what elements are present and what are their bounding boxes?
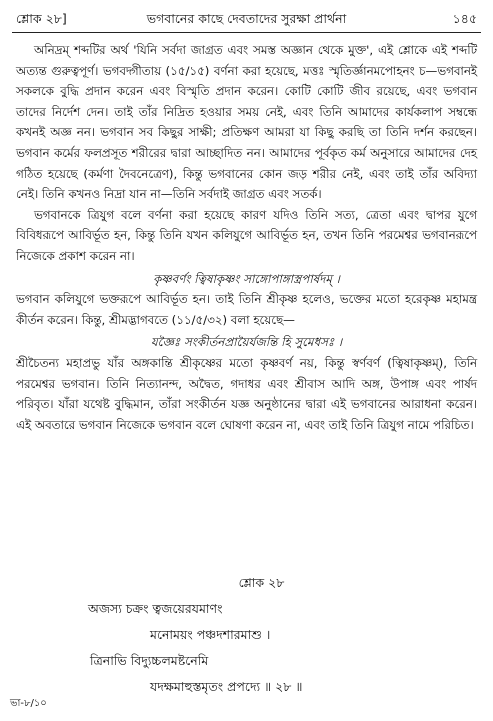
header-chapter-ref: শ্লোক ২৮] (16, 11, 67, 26)
shloka-block (0, 570, 493, 700)
shloka-line-4: যদক্ষমাহুস্তমৃতং প্রপদ্যে ॥ ২৮ ॥ (150, 679, 303, 694)
paragraph-1: অনিদ্রম্ শব্দটির অর্থ 'যিনি সর্বদা জাগ্রত এবং সমস্ত অজ্ঞান থেকে মুক্ত', এই শ্লোকে এই শব্দটি অত্যন্ত গুরুত্বপূর্ণ। ভগবদ্গীতায় (১৫/১৫) বর্ণনা করা হয়েছে, মত্তঃ স্মৃতির্জ্ঞানমপোহনং চ—ভগবানই সকলকে বুদ্ধি প্রদান করেন এবং বিস্মৃতি প্রদান করেন। কোটি কোটি জীব রয়েছে, এবং ভগবান তাদের নির্দেশ দেন। তাই তাঁর নিদ্রিত হওয়ার সময় নেই, এবং তিনি আমাদের কার্যকলাপ সম্বন্ধে কখনই অজ্ঞ নন। ভগবান সব কিছুর সাক্ষী; প্রতিক্ষণ আমরা যা কিছু করছি তা তিনি দর্শন করছেন। ভগবান কর্মের ফলপ্রসূত শরীরের দ্বারা আচ্ছাদিত নন। আমাদের পূর্বকৃত কর্ম অনুসারে আমাদের দেহ গঠিত হয়েছে (কর্মণা দৈবনেত্রেণ), কিন্তু ভগবানের কোন জড় শরীর নেই, এবং তাই তাঁর অবিদ্যা নেই। তিনি কখনও নিদ্রা যান না—তিনি সর্বদাই জাগ্রত এবং সতর্ক। (16, 43, 477, 202)
shloka-line-3: ত্রিনাভি বিদ্যুচ্চলমষ্টনেমি (90, 653, 209, 668)
signature-mark: ভা-৮/১০ (10, 698, 47, 709)
paragraph-4: শ্রীচৈতন্য মহাপ্রভু যাঁর অঙ্গকান্তি শ্রীকৃষ্ণের মতো কৃষ্ণবর্ণ নয়, কিন্তু স্বর্ণবর্ণ (ত্বিষাকৃষ্ণম্), তিনি পরমেশ্বর ভগবান। তিনি নিত্যানন্দ, অদ্বৈত, গদাধর এবং শ্রীবাস আদি অঙ্গ, উপাঙ্গ এবং পার্ষদ পরিবৃত। যাঁরা যথেষ্ট বুদ্ধিমান, তাঁরা সংকীর্তন যজ্ঞ অনুষ্ঠানের দ্বারা এই ভগবানের আরাধনা করেন। এই অবতারে ভগবান নিজেকে ভগবান বলে ঘোষণা করেন না, এবং তাই তিনি ত্রিযুগ নামে পরিচিত। (16, 355, 477, 432)
quoted-verse-1: কৃষ্ণবর্ণং ত্বিষাকৃষ্ণং সাঙ্গোপাঙ্গাস্ত্রপার্ষদম্ । (153, 271, 340, 286)
header-title: ভগবানের কাছে দেবতাদের সুরক্ষা প্রার্থনা (146, 11, 347, 26)
running-header (10, 8, 483, 30)
shloka-line-2: মনোময়ং পঞ্চদশারমাশু । (150, 627, 271, 642)
page-number: ১৪৫ (452, 11, 477, 26)
shloka-line-1: অজস্য চক্রং ত্বজয়েরযমাণং (88, 601, 223, 616)
header-rule (12, 32, 481, 33)
quoted-verse-2: যজ্ঞৈঃ সংকীর্তনপ্রায়ৈর্যজন্তি হি সুমেধসঃ । (150, 335, 343, 350)
purport-body (16, 40, 477, 435)
shloka-heading: শ্লোক ২৮ (238, 575, 285, 590)
paragraph-3: ভগবান কলিযুগে ভক্তরূপে আবির্ভূত হন। তাই তিনি শ্রীকৃষ্ণ হলেও, ভক্তের মতো হরেকৃষ্ণ মহামন্ত্র কীর্তন করেন। কিন্তু, শ্রীমদ্ভাগবতে (১১/৫/৩২) বলা হয়েছে— (16, 292, 477, 327)
paragraph-2: ভগবানকে ত্রিযুগ বলে বর্ণনা করা হয়েছে কারণ যদিও তিনি সত্য, ত্রেতা এবং দ্বাপর যুগে বিবিধরূপে আবির্ভূত হন, কিন্তু তিনি যখন কলিযুগে আবির্ভূত হন, তখন তিনি পরমেশ্বর ভগবানরূপে নিজেকে প্রকাশ করেন না। (16, 207, 477, 263)
